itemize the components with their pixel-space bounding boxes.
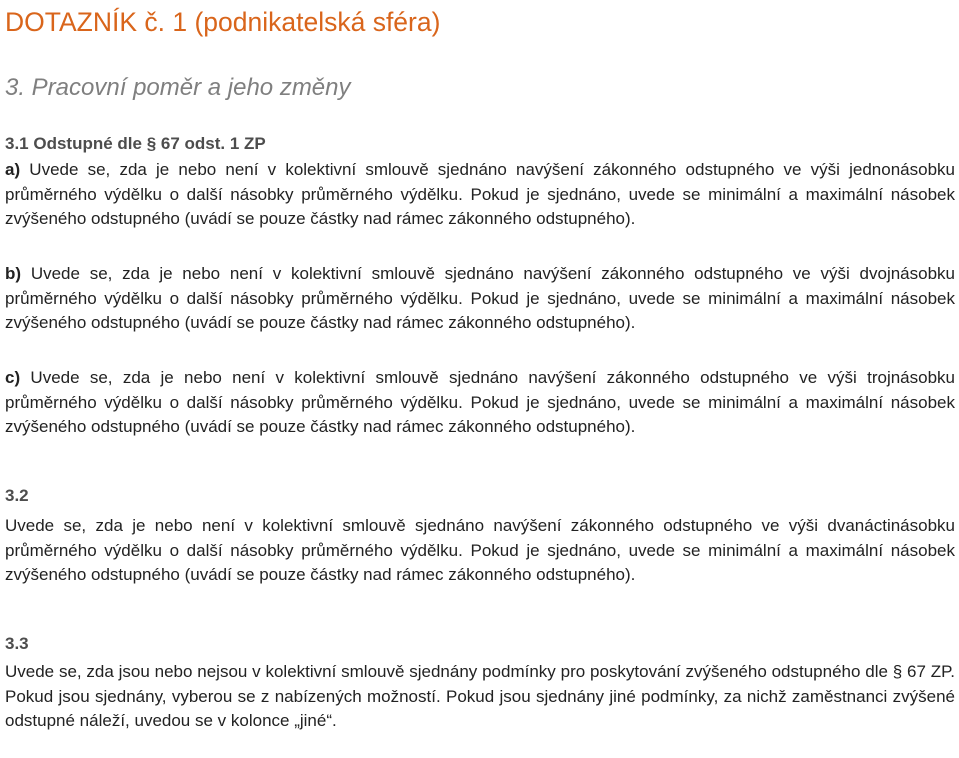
subsection-heading-3-2: 3.2 <box>5 486 29 505</box>
item-text: Uvede se, zda je nebo není v kolektivní smlouvě sjednáno navýšení zákonného odstupného ve výši dvojnásobku průměrného výdělku o další násobky průměrného výdělku. Pokud je sjednáno, uvede se minimální a maximální násobek zvýšeného odstupného (uvádí se pouze částky nad rámec zákonného odstupného). <box>5 264 955 332</box>
item-letter: a) <box>5 160 21 179</box>
item-text: Uvede se, zda je nebo není v kolektivní smlouvě sjednáno navýšení zákonného odstupného ve výši jednonásobku průměrného výdělku o další násobky průměrného výdělku. Pokud je sjednáno, uvede se minimální a maximální násobek zvýšeného odstupného (uvádí se pouze částky nad rámec zákonného odstupného). <box>5 160 955 228</box>
item-letter: b) <box>5 264 22 283</box>
item-letter: c) <box>5 368 21 387</box>
item-text: Uvede se, zda je nebo není v kolektivní smlouvě sjednáno navýšení zákonného odstupného ve výši trojnásobku průměrného výdělku o další násobky průměrného výdělku. Pokud je sjednáno, uvede se minimální a maximální násobek zvýšeného odstupného (uvádí se pouze částky nad rámec zákonného odstupného). <box>5 368 955 436</box>
document-title: DOTAZNÍK č. 1 (podnikatelská sféra) <box>5 7 441 37</box>
paragraph-item-a <box>5 158 955 232</box>
subsection-heading-3-1: 3.1 Odstupné dle § 67 odst. 1 ZP <box>5 134 266 153</box>
paragraph-3-2: Uvede se, zda je nebo není v kolektivní smlouvě sjednáno navýšení zákonného odstupného ve výši dvanáctinásobku průměrného výdělku o další násobky průměrného výdělku. Pokud je sjednáno, uvede se minimální a maximální násobek zvýšeného odstupného (uvádí se pouze částky nad rámec zákonného odstupného). <box>5 516 955 584</box>
paragraph-item-b <box>5 262 955 336</box>
paragraph-item-c <box>5 366 955 440</box>
paragraph-3-3: Uvede se, zda jsou nebo nejsou v kolektivní smlouvě sjednány podmínky pro poskytování zvýšeného odstupného dle § 67 ZP. Pokud jsou sjednány, vyberou se z nabízených možností. Pokud jsou sjednány jiné podmínky, za nichž zaměstnanci zvýšené odstupné náleží, uvedou se v kolonce „jiné“. <box>5 662 955 730</box>
section-title: 3. Pracovní poměr a jeho změny <box>5 74 351 101</box>
subsection-heading-3-3: 3.3 <box>5 634 29 653</box>
